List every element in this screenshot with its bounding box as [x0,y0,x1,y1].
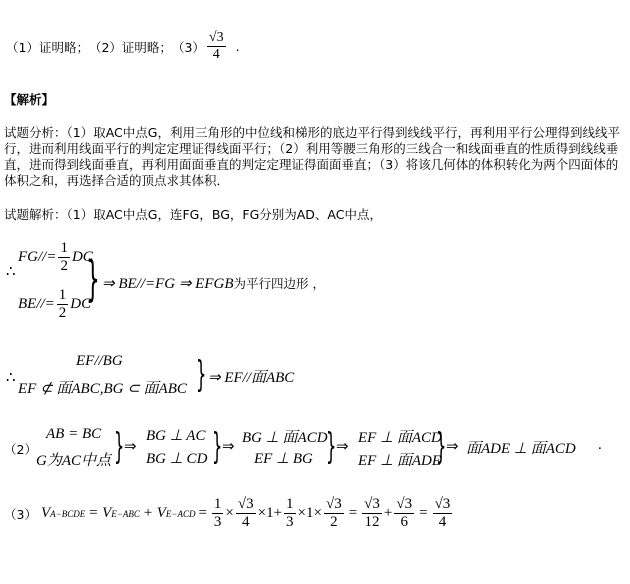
volume-left: V [40,505,51,522]
solution-intro-line [4,205,382,223]
step4-plus2: + [383,505,393,522]
analysis-text: （1）取AC中点G，利用三角形的中位线和梯形的底边平行得到线线平行，再利用平行公理得到线线平行，进而利用线面平行的判定定理证得线面平行；（2）利用等腰三角形的三线合一和线面垂直的性质得到线线垂直，进而得到线面垂直，再利用面面垂直的判定定理证得面面垂直；（3）将该几何体的体积转化为两个四面体的体积之和，再选择合适的顶点求其体积． [4,125,620,188]
step4-eq1: = V [88,505,112,522]
step3-arrow-d: ⇒ [446,439,459,455]
answer-part3-label: （3） [171,39,205,55]
fraction-numerator: √3 [324,496,344,514]
fraction-denominator: 6 [400,514,408,531]
answer-part3-fraction [207,30,226,63]
fraction-numerator: √3 [433,496,453,514]
step3-c2: EF ⊥ BG [254,451,313,467]
step2-therefore: ∴ [6,370,16,386]
step3-b1: BG ⊥ AC [146,428,206,444]
fraction-numerator: 1 [284,496,296,514]
fraction-denominator: 4 [242,514,250,531]
step3-c1: BG ⊥ 面ACD [242,430,328,446]
step3-arrow-c: ⇒ [336,439,349,455]
step3-end: . [598,437,602,453]
fraction-numerator: √3 [362,496,382,514]
step2-line1: EF//BG [76,353,123,369]
fraction-4 [324,496,344,532]
fraction-denominator: 3 [286,514,294,531]
step4-eq2: = [198,505,207,522]
step1-line1-b: DC [71,249,93,266]
answer-part1: （1）证明略； [6,39,89,55]
step1-conclusion-b: 为平行四边形 ， [233,276,325,291]
step4-plus: + V [142,505,166,522]
step4-label: （3） [4,506,37,522]
step3-a1: AB = BC [46,426,102,442]
fraction-7 [433,496,453,532]
fraction-denominator: 2 [60,258,68,275]
volume-left-sub: A−BCDE [50,508,86,519]
volume-2-sub: E−ACD [165,508,196,519]
analysis-paragraph [4,125,626,189]
step4-times1: × [225,505,234,522]
step3-e: 面ADE ⊥ 面ACD [466,441,576,457]
step1-line2 [18,287,91,323]
answer-line [6,30,240,63]
section-title: 【解析】 [4,92,55,107]
step3-brace-d: } [436,426,447,467]
step2-right-brace: } [196,354,207,395]
volume-1-sub: E−ABC [111,508,140,519]
answer-end: . [235,39,240,55]
step3-brace-c: } [326,426,337,467]
step3-d1: EF ⊥ 面ACD [358,430,442,446]
step1-line1 [18,240,93,276]
fraction-denominator: 2 [330,514,338,531]
step2-conclusion: ⇒ EF//面ABC [208,370,295,386]
step1-conclusion-a: ⇒ BE//=FG ⇒ EFGB [102,276,234,292]
fraction-2 [236,496,256,532]
fraction-denominator: 3 [213,514,222,531]
solution-label: 试题解析： [4,207,67,222]
step4-line [4,496,454,532]
fraction-5 [362,496,382,532]
step3-brace-b: } [212,426,223,467]
step2-line2: EF ⊄ 面ABC,BG ⊂ 面ABC [18,381,187,397]
step4-eq3: = [348,505,358,522]
step3-arrow-b: ⇒ [222,439,235,455]
step3-d2: EF ⊥ 面ADE [358,453,442,469]
fraction-denominator: 4 [212,47,220,63]
step1-right-brace: } [86,251,100,307]
fraction-numerator: √3 [394,496,414,514]
step1-line1-fraction [58,240,70,276]
step4-eq4: = [419,505,428,522]
step3-b2: BG ⊥ CD [146,451,208,467]
fraction-numerator: √3 [207,30,226,47]
fraction-numerator: 1 [58,240,70,258]
analysis-label: 试题分析： [4,125,67,140]
fraction-1 [212,496,224,532]
step1-therefore: ∴ [6,264,16,280]
answer-part2: （2）证明略； [88,39,172,55]
fraction-numerator: 1 [212,496,224,514]
step3-arrow-a: ⇒ [124,439,137,455]
fraction-denominator: 12 [364,514,380,531]
fraction-numerator: √3 [236,496,256,514]
step3-label: （2） [4,442,37,457]
step3-a2: G为AC中点 [36,453,112,469]
fraction-denominator: 2 [58,305,67,322]
step1-conclusion [102,274,325,293]
fraction-3 [284,496,296,532]
step1-line2-b: DC [70,296,92,313]
fraction-6 [394,496,414,532]
step1-line2-a: BE//= [18,296,55,313]
fraction-denominator: 4 [438,514,447,531]
step1-line2-fraction [57,287,69,323]
fraction-numerator: 1 [57,287,69,305]
solution-intro: （1）取AC中点G，连FG，BG，FG分别为AD、AC中点， [66,207,382,222]
step1-line1-a: FG//= [18,249,57,266]
step3-brace-a: } [114,426,125,467]
step4-times2: ×1× [297,505,322,522]
step4-times-one: ×1+ [257,505,283,522]
